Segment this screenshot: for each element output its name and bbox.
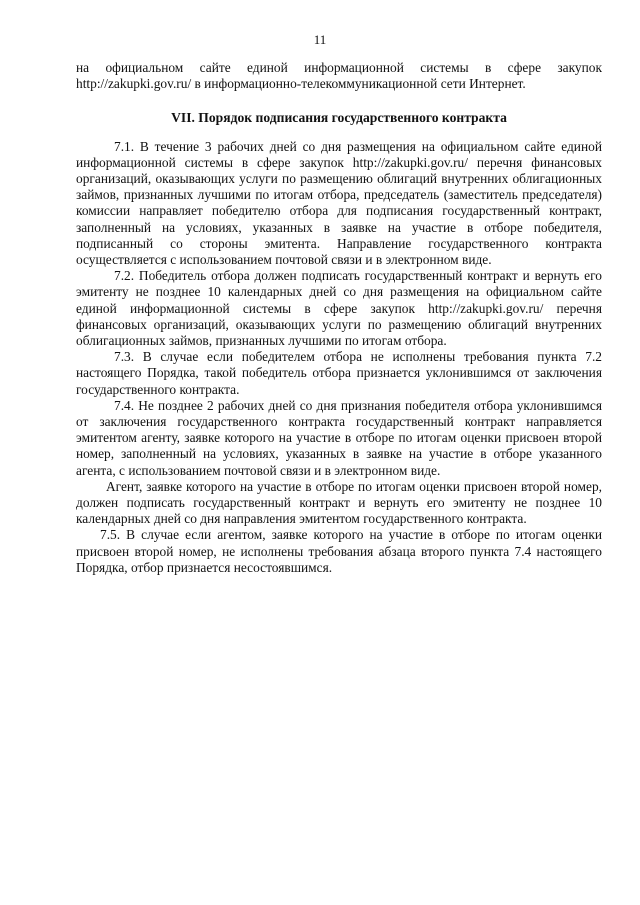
paragraph-7-5: 7.5. В случае если агентом, заявке которого на участие в отборе по итогам оценки присвоен второй номер, не исполнены требования абзаца второго пункта 7.4 настоящего Порядка, отбор признается несостоявшимся. <box>76 527 602 575</box>
paragraph-7-4: 7.4. Не позднее 2 рабочих дней со дня признания победителя отбора уклонившимся от заключения государственного контракта государственный контракт направляется эмитентом агенту, заявке которого на участие в отборе по итогам оценки присвоен второй номер, заполненный на условиях, указанных в заявке на участие в отборе указанного агента, с использованием почтовой связи и в электронном виде. <box>76 397 602 478</box>
paragraph-7-1: 7.1. В течение 3 рабочих дней со дня размещения на официальном сайте единой информационной системы в сфере закупок http://zakupki.gov.ru/ перечня финансовых организаций, оказывающих услуги по размещению облигаций внутренних облигационных займов, признанных лучшими по итогам отбора, председатель (заместитель председателя) комиссии направляет победителю отбора для подписания государственный контракт, заполненный на условиях, указанных в заявке на участие в отборе победителя, подписанный со стороны эмитента. Направление государственного контракта осуществляется с использованием почтовой связи и в электронном виде. <box>76 138 602 268</box>
paragraph-agent: Агент, заявке которого на участие в отборе по итогам оценки присвоен второй номер, должен подписать государственный контракт и вернуть его эмитенту не позднее 10 календарных дней со дня направления эмитентом государственного контракта. <box>76 478 602 527</box>
paragraph-7-3: 7.3. В случае если победителем отбора не исполнены требования пункта 7.2 настоящего Порядка, такой победитель отбора признается уклонившимся от заключения государственного контракта. <box>76 349 602 397</box>
paragraph-7-2: 7.2. Победитель отбора должен подписать государственный контракт и вернуть его эмитенту не позднее 10 календарных дней со дня размещения на официальном сайте единой информационной системы в сфере закупок http://zakupki.gov.ru/ перечня финансовых организаций, оказывающих услуги по размещению облигаций внутренних облигационных займов, признанных лучшими по итогам отбора. <box>76 268 602 349</box>
section-heading: VII. Порядок подписания государственного контракта <box>171 110 507 126</box>
page-number: 11 <box>313 32 327 47</box>
intro-paragraph: на официальном сайте единой информационной системы в сфере закупок http://zakupki.gov.ru/ в информационно-телекоммуникационной сети Интернет. <box>76 60 602 92</box>
document-body <box>76 60 602 576</box>
